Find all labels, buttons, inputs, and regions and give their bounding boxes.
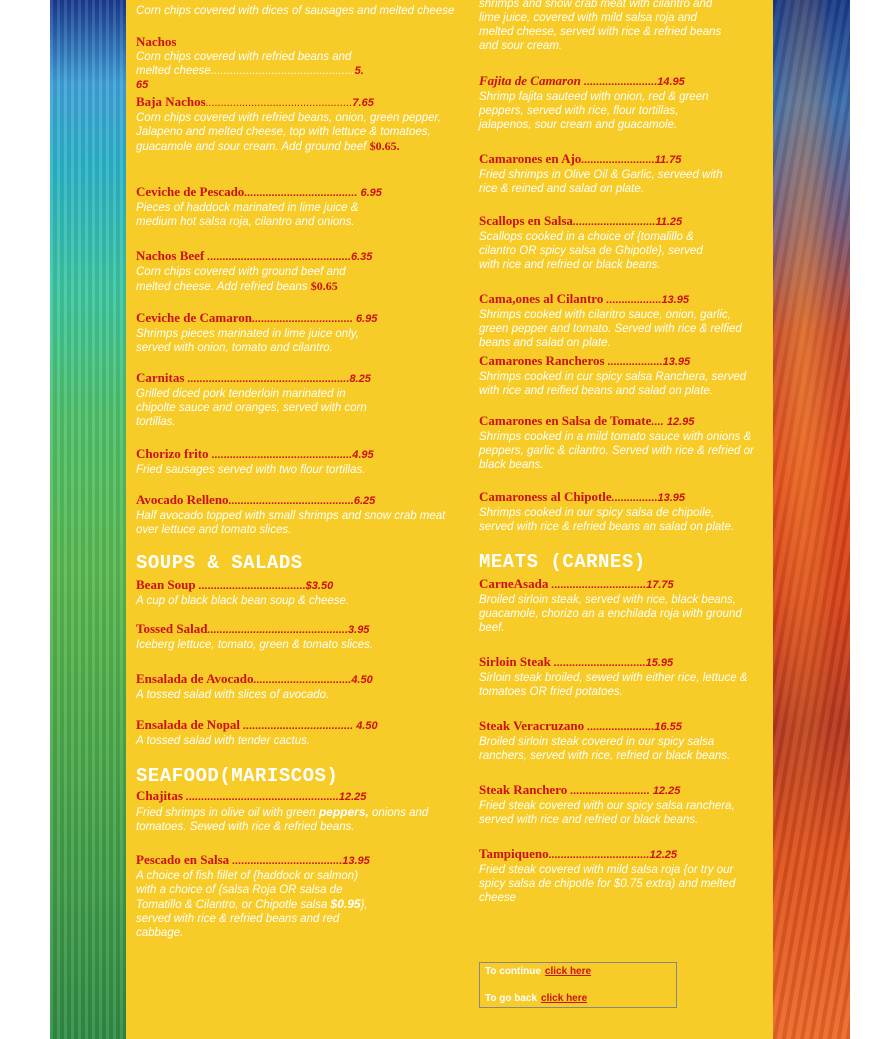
item-description-cont: onions and tomatoes. Sewed with rice & refried beans. — [136, 807, 429, 833]
item-description: Scallops cooked in a choice of {tomalillo & cilantro OR spicy salsa de Ghipotle}, served with rice and refried or black beans. — [479, 231, 703, 271]
menu-item-intro — [479, 0, 764, 53]
item-price: 17.75 — [646, 579, 674, 591]
item-name: Camarones en Ajo — [479, 151, 582, 166]
item-price: $3.50 — [305, 580, 334, 592]
section-title-meats: MEATS (CARNES) — [479, 551, 646, 573]
item-name: Steak Ranchero — [479, 782, 568, 797]
item-price-addon: $0.65 — [310, 279, 338, 293]
nav-continue-label: To continue — [485, 966, 541, 977]
nav-continue-row — [485, 966, 591, 977]
item-description: A cup of black black bean soup & cheese. — [136, 595, 350, 607]
item-price: 13.95 — [657, 492, 686, 504]
item-description: Shrimps cooked with cilaritro sauce, onion, garlic, green pepper and tomato. Served with rice & relfied beans and salad on plate. — [479, 309, 742, 349]
section-title-seafood: SEAFOOD(MARISCOS) — [136, 765, 339, 787]
menu-item-chajitas — [136, 788, 466, 834]
menu-item-ceviche-pescado — [136, 184, 466, 229]
nav-back-row — [485, 993, 587, 1004]
item-price: 6.35 — [350, 251, 373, 263]
menu-item-nachos — [136, 34, 466, 92]
item-name: Pescado en Salsa — [136, 852, 230, 867]
item-dots: .............................................. — [208, 449, 353, 461]
item-price: 12.25 — [652, 785, 681, 797]
item-description: Broiled sirloin steak covered in our spicy salsa ranchers, served with rice, refried or black beans. — [479, 736, 731, 762]
item-name: Nachos Beef — [136, 248, 205, 263]
item-name: Ensalada de Nopal — [136, 717, 241, 732]
menu-item-steak-ranchero — [479, 782, 764, 827]
item-name: Chajitas — [136, 788, 183, 803]
item-description: Pieces of haddock marinated in lime juice & medium hot salsa roja, cilantro and onions. — [136, 202, 359, 228]
item-price-addon: $0.65. — [369, 139, 400, 153]
item-dots: ...................... — [584, 721, 655, 733]
section-title-soups-salads: SOUPS & SALADS — [136, 552, 303, 574]
item-name: Tossed Salad — [136, 621, 208, 636]
menu-item-bean-soup — [136, 577, 466, 608]
menu-item-fajita-camaron — [479, 73, 764, 132]
item-dots: ........................... — [572, 216, 656, 228]
back-link[interactable]: click here — [541, 993, 588, 1004]
item-name: Avocado Relleno — [136, 492, 229, 507]
item-name: Fajita de Camaron — [479, 73, 581, 88]
item-description: Fried steak covered with mild salsa roja {or try our spicy salsa de chipotle for $0.75 extra) and melted cheese — [479, 864, 736, 904]
menu-item-tampiqueno — [479, 846, 764, 905]
item-description: Corn chips covered with refried beans and melted cheese. — [136, 51, 352, 77]
menu-item-ensalada-avocado — [136, 671, 466, 702]
item-name: Ceviche de Pescado — [136, 184, 245, 199]
item-dots: ................................. — [252, 313, 356, 325]
item-name: Tampiqueno — [479, 846, 549, 861]
item-description: Grilled diced pork tenderloin marinated in chipolte sauce and oranges, served with corn tortillas. — [136, 388, 367, 428]
item-dots: ................................ — [253, 674, 352, 686]
menu-item-ceviche-camaron — [136, 310, 466, 355]
menu-item-carne-asada — [479, 576, 764, 635]
item-price: 6.25 — [353, 495, 376, 507]
item-dots: ............................................ — [214, 65, 355, 77]
item-dots: ..................................................... — [184, 373, 350, 385]
item-price: 11.75 — [654, 154, 682, 166]
menu-item-intro — [136, 4, 466, 18]
menu-item-avocado-relleno — [136, 492, 466, 537]
menu-item-camarones-rancheros — [479, 353, 764, 398]
item-price: 16.55 — [654, 721, 682, 733]
item-dots: ........................ — [580, 76, 658, 88]
item-dots: .............................................. — [207, 624, 349, 636]
item-dots: ..................................... — [244, 187, 361, 199]
item-dots: .............................. — [550, 657, 646, 669]
item-dots: .................. — [603, 294, 662, 306]
item-price: 7.65 — [352, 97, 374, 109]
nav-back-label: To go back — [485, 993, 538, 1004]
item-description: Corn chips covered with refried beans, onion, green pepper, Jalapeno and melted cheese, top with lettuce & tomatoes, guacamole and sour cream. Add ground beef — [136, 112, 441, 153]
item-description: Broiled sirloin steak, served with rice, black beans, guacamole, chorizo an a enchilada roja with ground beef. — [479, 594, 742, 634]
item-dots: .... — [651, 416, 664, 428]
item-description: Shrimps cooked in a mild tomato sauce with onions & peppers, garlic & cilantro. Served with rice & refried or black beans. — [479, 431, 754, 471]
item-name: Bean Soup — [136, 577, 196, 592]
decorative-left-strip — [50, 0, 126, 1039]
menu-item-ensalada-nopal — [136, 717, 466, 748]
item-price: 6.95 — [355, 313, 378, 325]
item-dots: ................................... — [195, 580, 306, 592]
item-description: A choice of fish fillet of {haddock or salmon) with a choice of {salsa Roja OR salsa de Tomatillo & Cilantro, or Chipotle salsa — [136, 870, 359, 911]
item-price: 8.25 — [349, 373, 371, 385]
item-dots: ................................................ — [205, 97, 353, 109]
menu-item-camarones-cilantro — [479, 291, 764, 350]
item-description: A tossed salad with slices of avocado. — [136, 689, 330, 701]
item-description: shrimps and snow crab meat with cilantro and lime juice, covered with mild salsa roja and melted cheese, served with rice & refried beans and sour cream. — [479, 0, 722, 52]
item-price: 13.95 — [662, 356, 691, 368]
menu-item-camaroness-chipotle — [479, 489, 764, 534]
item-description: Iceberg lettuce, tomato, green & tomato slices. — [136, 639, 374, 651]
item-price: 12.25 — [338, 791, 367, 803]
item-dots: ................................. — [548, 849, 650, 861]
item-name: Chorizo frito — [136, 446, 209, 461]
item-dots: .......................... — [567, 785, 653, 797]
item-description-cont: }, served with rice & refried beans and red cabbage. — [136, 899, 368, 939]
item-price: 6.95 — [360, 187, 382, 199]
item-price: 3.95 — [348, 624, 370, 636]
item-name: CarneAsada — [479, 576, 549, 591]
menu-item-scallops-salsa — [479, 213, 764, 272]
menu-item-sirloin-steak — [479, 654, 764, 699]
menu-item-camarones-salsa-tomate — [479, 413, 764, 472]
item-price: 4.95 — [352, 449, 374, 461]
item-name: Nachos — [136, 34, 177, 49]
item-dots: ........................ — [581, 154, 655, 166]
item-dots: .................. — [604, 356, 663, 368]
item-name: Camaroness al Chipotle — [479, 489, 612, 504]
item-name: Cama,ones al Cilantro — [479, 291, 604, 306]
continue-link[interactable]: click here — [544, 966, 592, 977]
item-dots: ............................................... — [204, 251, 351, 263]
item-price: 13.95 — [661, 294, 689, 306]
item-description: Sirloin steak broiled, sewed with either rice, lettuce & tomatoes OR fried potatoes. — [479, 672, 748, 698]
item-name: Camarones Rancheros — [479, 353, 605, 368]
item-name: Steak Veracruzano — [479, 718, 585, 733]
menu-item-steak-veracruzano — [479, 718, 764, 763]
item-dots: .................................... — [240, 720, 357, 732]
item-highlight: peppers, — [318, 805, 369, 819]
item-description: Fried steak covered with our spicy salsa ranchera, served with rice and refried or black beans. — [479, 800, 735, 826]
item-description: Fried shrimps in Olive Oil & Garlic, serveed with rice & reined and salad on plate. — [479, 169, 723, 195]
item-dots: ............................... — [548, 579, 647, 591]
item-price: 14.95 — [657, 76, 685, 88]
item-description: Shrimps pieces marinated in lime juice only, served with onion, tomato and cilantro. — [136, 328, 359, 354]
item-description: Fried sausages served with two flour tortillas. — [136, 464, 366, 476]
item-price: 11.25 — [655, 216, 683, 228]
item-name: Ceviche de Camaron — [136, 310, 253, 325]
item-price: 12.95 — [666, 416, 695, 428]
item-highlight: $0.95 — [330, 897, 361, 911]
menu-item-carnitas — [136, 370, 466, 429]
item-name: Camarones en Salsa de Tomate — [479, 413, 652, 428]
page-frame — [50, 0, 850, 1039]
item-description: Corn chips covered with dices of sausages and melted cheese — [136, 5, 455, 17]
item-description: Fried shrimps in olive oil with green — [136, 807, 316, 819]
item-price: 15.95 — [645, 657, 674, 669]
item-price: 4.50 — [356, 720, 378, 732]
item-price: 4.50 — [351, 674, 373, 686]
menu-item-nachos-beef — [136, 248, 466, 294]
item-price: 12.25 — [649, 849, 677, 861]
menu-item-chorizo-frito — [136, 446, 466, 477]
item-description: Shrimp fajita sauteed with onion, red & green peppers, served with rice, flour tortillas, jalapenos, sour cream and guacamole. — [479, 91, 709, 131]
item-name: Carnitas — [136, 370, 185, 385]
item-dots: ......................................... — [228, 495, 354, 507]
item-description: A tossed salad with tender cactus. — [136, 735, 311, 747]
decorative-right-strip — [773, 0, 850, 1039]
item-name: Ensalada de Avocado — [136, 671, 254, 686]
item-name: Baja Nachos — [136, 94, 206, 109]
item-name: Sirloin Steak — [479, 654, 551, 669]
item-price: 13.95 — [342, 855, 370, 867]
item-price: 5. 65 — [136, 65, 364, 91]
menu-item-pescado-en-salsa — [136, 852, 466, 940]
item-dots: ............... — [611, 492, 658, 504]
item-description: Half avocado topped with small shrimps and snow crab meat over lettuce and tomato slices. — [136, 510, 446, 536]
item-dots: .................................... — [229, 855, 343, 867]
item-description: Shrimps cooked in cur spicy salsa Ranchera, served with rice and reified beans and salad on plate. — [479, 371, 747, 397]
menu-item-tossed-salad — [136, 621, 466, 652]
item-description: Shrimps cooked in our spicy salsa de chipoile, served with rice & refried beans an salad on plate. — [479, 507, 735, 533]
navigation-box — [479, 962, 677, 1008]
item-dots: .................................................. — [182, 791, 339, 803]
item-name: Scallops en Salsa — [479, 213, 573, 228]
item-description: Corn chips covered with ground beef and melted cheese. Add refried beans — [136, 266, 346, 293]
menu-item-camarones-ajo — [479, 151, 764, 196]
menu-item-baja-nachos — [136, 94, 466, 154]
